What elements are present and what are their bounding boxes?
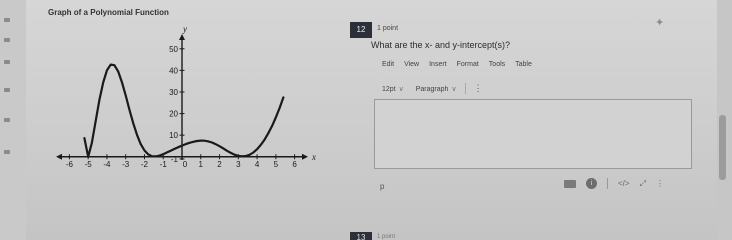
x-tick-label: -6 (65, 159, 73, 169)
paragraph-select[interactable] (416, 85, 457, 93)
x-tick-label: 5 (273, 159, 279, 169)
polynomial-curve (84, 65, 283, 157)
paragraph-value: Paragraph (415, 85, 449, 93)
left-panel-marker (4, 88, 10, 92)
question-text: What are the x- and y-intercept(s)? (371, 40, 511, 50)
x-tick-label: 3 (236, 159, 241, 169)
y-tick-label: -1 (170, 154, 178, 164)
x-tick-label: 6 (292, 159, 297, 169)
x-tick-label: 1 (198, 159, 203, 169)
polynomial-graph-svg (48, 20, 348, 180)
x-tick-label: -1 (159, 159, 167, 169)
left-panel (0, 0, 26, 240)
editor-status-icons (564, 178, 664, 189)
y-tick-label: 30 (169, 87, 178, 97)
x-tick-label: -3 (122, 159, 130, 169)
menu-edit[interactable]: Edit (382, 61, 395, 68)
y-axis-label: y (183, 24, 187, 34)
keyboard-icon[interactable] (564, 180, 576, 188)
x-tick-label: 4 (254, 159, 260, 169)
x-axis-arrow-left (56, 154, 62, 160)
status-divider (607, 178, 608, 189)
menu-view[interactable]: View (404, 61, 420, 68)
x-tick-label: -4 (103, 159, 111, 169)
polynomial-graph (48, 20, 348, 180)
editor-toolbar (382, 83, 483, 94)
x-tick-label: -2 (140, 159, 149, 169)
chevron-down-icon: ∨ (451, 85, 457, 93)
menu-table[interactable]: Table (515, 61, 532, 68)
editor-status-path: p (380, 182, 385, 191)
left-panel-marker (4, 150, 10, 154)
menu-insert[interactable]: Insert (429, 61, 447, 68)
menu-tools[interactable]: Tools (488, 61, 506, 68)
y-tick-label: 10 (169, 131, 178, 141)
question-number-badge: 12 (350, 22, 372, 38)
editor-menubar (382, 61, 532, 68)
next-question-points: 1 point (377, 234, 396, 240)
drag-handle-icon[interactable]: ⋮ (655, 179, 664, 188)
x-axis-label: x (312, 151, 316, 162)
expand-icon[interactable]: ⤢ (639, 178, 646, 188)
x-tick-label: -5 (84, 159, 92, 169)
x-tick-label: 0 (182, 159, 188, 169)
scrollbar-thumb[interactable] (719, 115, 726, 180)
pin-icon[interactable]: ✦ (655, 17, 665, 29)
left-panel-marker (4, 60, 10, 64)
figure-title: Graph of a Polynomial Function (48, 8, 169, 17)
menu-format[interactable]: Format (456, 61, 479, 68)
y-tick-label: 40 (169, 66, 178, 76)
x-tick-label: 2 (217, 159, 222, 169)
chevron-down-icon: ∨ (398, 85, 404, 93)
y-tick-label: 20 (169, 109, 178, 119)
font-size-select[interactable] (382, 85, 404, 93)
question-points: 1 point (377, 25, 399, 32)
font-size-value: 12pt (382, 85, 396, 93)
y-axis-arrow (179, 34, 185, 40)
more-options-icon[interactable]: ⋮ (473, 83, 483, 93)
accessibility-icon[interactable]: i (586, 178, 597, 189)
y-tick-label: 50 (169, 44, 178, 54)
left-panel-marker (4, 118, 10, 122)
x-axis-arrow-right (302, 154, 308, 160)
next-question-number-badge: 13 (350, 232, 372, 240)
left-panel-marker (4, 18, 10, 22)
left-panel-marker (4, 38, 10, 42)
toolbar-divider (465, 83, 466, 94)
code-view-label[interactable]: </> (618, 179, 630, 188)
answer-text-area[interactable] (374, 99, 692, 169)
